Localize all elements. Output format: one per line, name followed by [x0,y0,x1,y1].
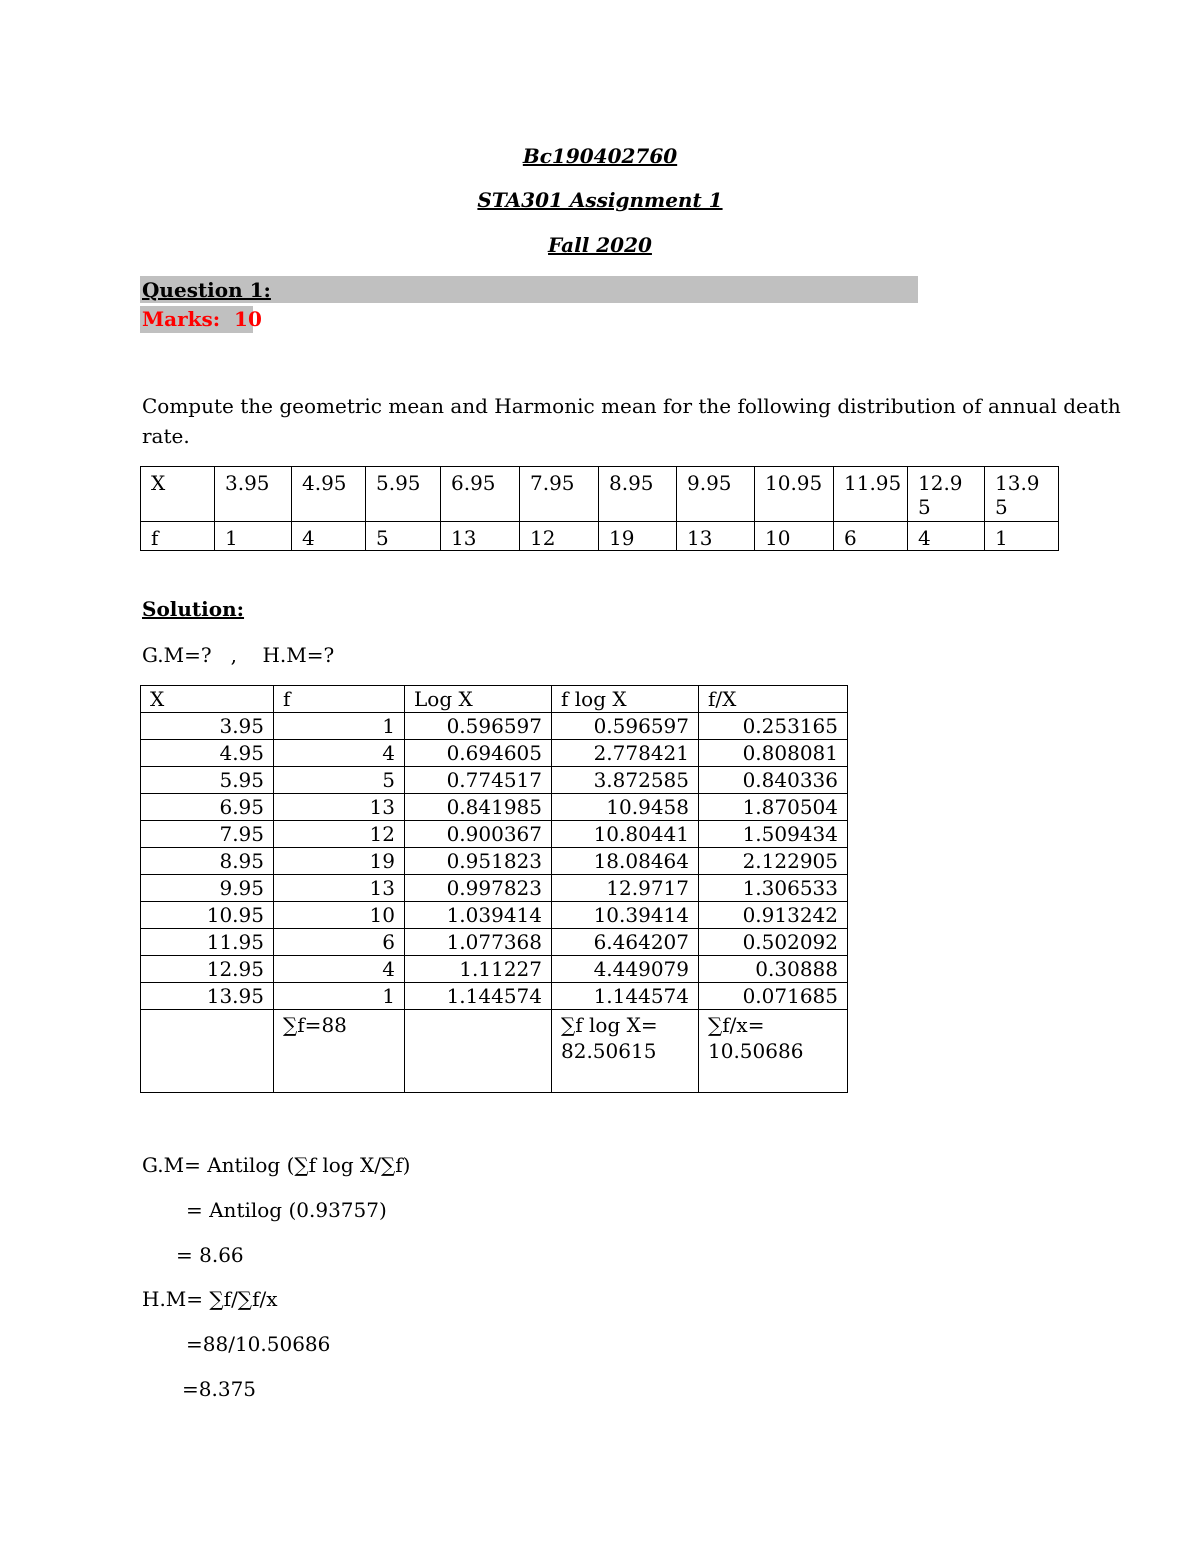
dist-x-cell: 7.95 [520,467,599,522]
sum-flogx-label: ∑f log X= [561,1013,658,1037]
dist-f-cell: 19 [599,522,677,551]
sum-fx-label: ∑f/x= [708,1013,765,1037]
solution-table-cell: 10.80441 [552,821,699,848]
solution-table-cell: 0.30888 [699,956,848,983]
solution-table-cell: 1.306533 [699,875,848,902]
dist-x-cell: 5.95 [366,467,441,522]
solution-table-cell: 0.900367 [405,821,552,848]
solution-table-cell: 7.95 [141,821,274,848]
solution-table-cell: 2.778421 [552,740,699,767]
solution-table-cell: 0.694605 [405,740,552,767]
solution-table-cell: 5.95 [141,767,274,794]
solution-table-cell: 0.841985 [405,794,552,821]
solution-table-cell: 1.039414 [405,902,552,929]
term-label: Fall 2020 [548,233,652,257]
solution-table-cell: 10.39414 [552,902,699,929]
solution-table-cell: 13 [274,875,405,902]
solution-table-cell: 1.11227 [405,956,552,983]
solution-table-cell: 6.95 [141,794,274,821]
solution-table-cell: 10 [274,902,405,929]
solution-table-cell: 8.95 [141,848,274,875]
solution-table-row [141,740,848,767]
solution-table-cell: 12.95 [141,956,274,983]
dist-f-cell: 1 [985,522,1059,551]
solution-table-cell: 12 [274,821,405,848]
dist-x-label: X [141,467,215,522]
sum-fx-value: 10.50686 [708,1039,804,1063]
solution-table-cell: 1.870504 [699,794,848,821]
solution-table-cell: 1.077368 [405,929,552,956]
solution-table-row [141,848,848,875]
dist-x-cell: 13.95 [985,467,1059,522]
dist-x-cell: 11.95 [834,467,908,522]
question-prompt-line2: rate. [142,424,190,448]
solution-table-row [141,821,848,848]
sum-flogx-value: 82.50615 [561,1039,657,1063]
solution-table-cell: 13.95 [141,983,274,1010]
col-header: f/X [699,686,848,713]
dist-f-cell: 10 [755,522,834,551]
dist-f-cell: 5 [366,522,441,551]
col-header: X [141,686,274,713]
dist-x-cell: 6.95 [441,467,520,522]
solution-table-header-row [141,686,848,713]
solution-table-cell: 4 [274,956,405,983]
solution-title: Solution: [142,597,245,621]
solution-table-cell: 5 [274,767,405,794]
solution-table-row [141,983,848,1010]
solution-table-cell: 4 [274,740,405,767]
solution-table-cell: 10.9458 [552,794,699,821]
solution-table-cell: 0.913242 [699,902,848,929]
solution-table-row [141,956,848,983]
solution-table-row [141,713,848,740]
student-id: Bc190402760 [522,144,678,168]
solution-given: G.M=? , H.M=? [142,643,335,667]
question-title: Question 1: [142,278,271,302]
hm-step: =88/10.50686 [186,1332,331,1356]
col-header: Log X [405,686,552,713]
dist-f-cell: 12 [520,522,599,551]
dist-f-cell: 4 [292,522,366,551]
sum-f-cell: ∑f=88 [274,1010,405,1093]
distribution-x-row [141,467,1059,522]
solution-table-cell: 10.95 [141,902,274,929]
dist-f-label: f [141,522,215,551]
question-prompt-line1: Compute the geometric mean and Harmonic mean for the following distribution of annual death [142,394,1121,418]
solution-table-cell: 0.253165 [699,713,848,740]
solution-table-cell: 0.808081 [699,740,848,767]
solution-table-cell: 2.122905 [699,848,848,875]
solution-table-cell: 0.502092 [699,929,848,956]
solution-table-cell: 11.95 [141,929,274,956]
solution-table-cell: 6 [274,929,405,956]
gm-result: = 8.66 [176,1243,244,1267]
solution-table-cell: 0.774517 [405,767,552,794]
dist-x-cell: 4.95 [292,467,366,522]
solution-table-row [141,794,848,821]
solution-table-cell: 0.596597 [405,713,552,740]
solution-table-cell: 0.071685 [699,983,848,1010]
hm-formula: H.M= ∑f/∑f/x [142,1287,278,1311]
distribution-table [140,466,1059,551]
solution-table-cell: 0.951823 [405,848,552,875]
solution-table-cell: 4.95 [141,740,274,767]
dist-x-cell: 9.95 [677,467,755,522]
hm-result: =8.375 [182,1377,257,1401]
distribution-f-row [141,522,1059,551]
empty-cell [141,1010,274,1093]
empty-cell [405,1010,552,1093]
dist-x-cell: 3.95 [215,467,292,522]
sum-fx-cell [699,1010,848,1093]
solution-table-row [141,767,848,794]
dist-x-cell: 8.95 [599,467,677,522]
solution-table-cell: 1 [274,983,405,1010]
solution-table-row [141,902,848,929]
marks-label: Marks: 10 [142,307,262,331]
col-header: f log X [552,686,699,713]
solution-table-cell: 12.9717 [552,875,699,902]
solution-table-cell: 9.95 [141,875,274,902]
solution-table-cell: 4.449079 [552,956,699,983]
solution-table [140,685,848,1093]
assignment-title: STA301 Assignment 1 [477,188,723,212]
gm-step: = Antilog (0.93757) [186,1198,387,1222]
solution-table-cell: 13 [274,794,405,821]
solution-table-row [141,929,848,956]
col-header: f [274,686,405,713]
solution-table-cell: 0.840336 [699,767,848,794]
dist-x-cell: 10.95 [755,467,834,522]
dist-x-cell: 12.95 [908,467,985,522]
solution-table-cell: 0.997823 [405,875,552,902]
solution-table-row [141,875,848,902]
solution-table-cell: 1 [274,713,405,740]
dist-f-cell: 13 [677,522,755,551]
dist-f-cell: 1 [215,522,292,551]
gm-formula: G.M= Antilog (∑f log X/∑f) [142,1153,411,1177]
sum-flogx-cell [552,1010,699,1093]
solution-table-cell: 0.596597 [552,713,699,740]
solution-table-cell: 1.144574 [405,983,552,1010]
solution-table-cell: 1.144574 [552,983,699,1010]
dist-f-cell: 13 [441,522,520,551]
solution-table-sum-row [141,1010,848,1093]
solution-table-cell: 3.872585 [552,767,699,794]
dist-f-cell: 4 [908,522,985,551]
solution-table-cell: 19 [274,848,405,875]
solution-table-cell: 3.95 [141,713,274,740]
solution-table-cell: 1.509434 [699,821,848,848]
solution-table-cell: 18.08464 [552,848,699,875]
solution-table-cell: 6.464207 [552,929,699,956]
dist-f-cell: 6 [834,522,908,551]
